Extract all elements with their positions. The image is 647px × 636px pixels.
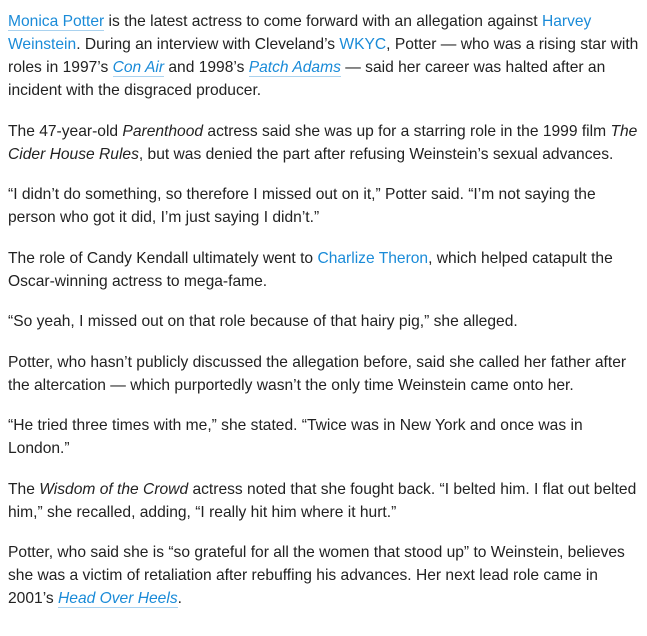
article-paragraph	[8, 10, 641, 102]
text-run: . During an interview with Cleveland’s	[76, 36, 340, 53]
text-run: “He tried three times with me,” she stated. “Twice was in New York and once was in London.”	[8, 417, 583, 457]
article-paragraph	[8, 351, 641, 397]
article-paragraph	[8, 414, 641, 460]
text-run: actress noted that she fought back. “I belted him. I flat out belted him,” she recalled, adding, “I really hit him where it hurt.”	[8, 480, 637, 521]
article-paragraph	[8, 541, 641, 610]
italic-title: Parenthood	[122, 122, 204, 140]
text-run: is the latest actress to come forward with an allegation against	[104, 13, 542, 30]
text-run: The role of Candy Kendall ultimately went to	[8, 249, 318, 267]
article-link[interactable]: Patch Adams	[248, 59, 341, 76]
article-paragraph	[8, 478, 641, 524]
article-link[interactable]: Con Air	[112, 59, 165, 76]
italic-title: The Cider House Rules	[8, 122, 638, 163]
text-run: actress said she was up for a starring role in the 1999 film	[203, 122, 611, 140]
text-run: “So yeah, I missed out on that role because of that hairy pig,” she alleged.	[8, 313, 518, 330]
text-run: and 1998’s	[164, 59, 249, 76]
italic-title: Wisdom of the Crowd	[39, 480, 189, 498]
article-paragraph	[8, 120, 641, 166]
article-paragraph	[8, 183, 641, 229]
text-run: The	[8, 480, 40, 498]
text-run: , which helped catapult the Oscar-winning actress to mega-fame.	[8, 249, 613, 290]
text-run: — said her career was halted after an incident with the disgraced producer.	[8, 59, 606, 99]
text-run: The 47-year-old	[8, 122, 123, 140]
text-run: .	[177, 590, 182, 607]
article-link[interactable]: Charlize Theron	[317, 249, 429, 267]
text-run: , Potter — who was a rising star with roles in 1997’s	[8, 36, 639, 76]
text-run: Potter, who hasn’t publicly discussed the allegation before, said she called her father after the altercation — which purportedly wasn’t the only time Weinstein came onto her.	[8, 353, 627, 394]
article-link[interactable]: Harvey Weinstein	[8, 13, 592, 53]
text-run: “I didn’t do something, so therefore I missed out on it,” Potter said. “I’m not saying the person who got it did, I’m just saying I didn’t.”	[8, 186, 596, 226]
text-run: Potter, who said she is “so grateful for all the women that stood up” to Weinstein, believes she was a victim of retaliation after rebuffing his advances. Her next lead role came in 2001’s	[8, 544, 625, 607]
article-link[interactable]: Monica Potter	[8, 13, 105, 30]
text-run: , but was denied the part after refusing Weinstein’s sexual advances.	[138, 145, 614, 163]
article-link[interactable]: WKYC	[339, 36, 387, 53]
article-paragraph	[8, 247, 641, 293]
article-link[interactable]: Head Over Heels	[58, 590, 178, 607]
article-paragraph	[8, 310, 641, 333]
